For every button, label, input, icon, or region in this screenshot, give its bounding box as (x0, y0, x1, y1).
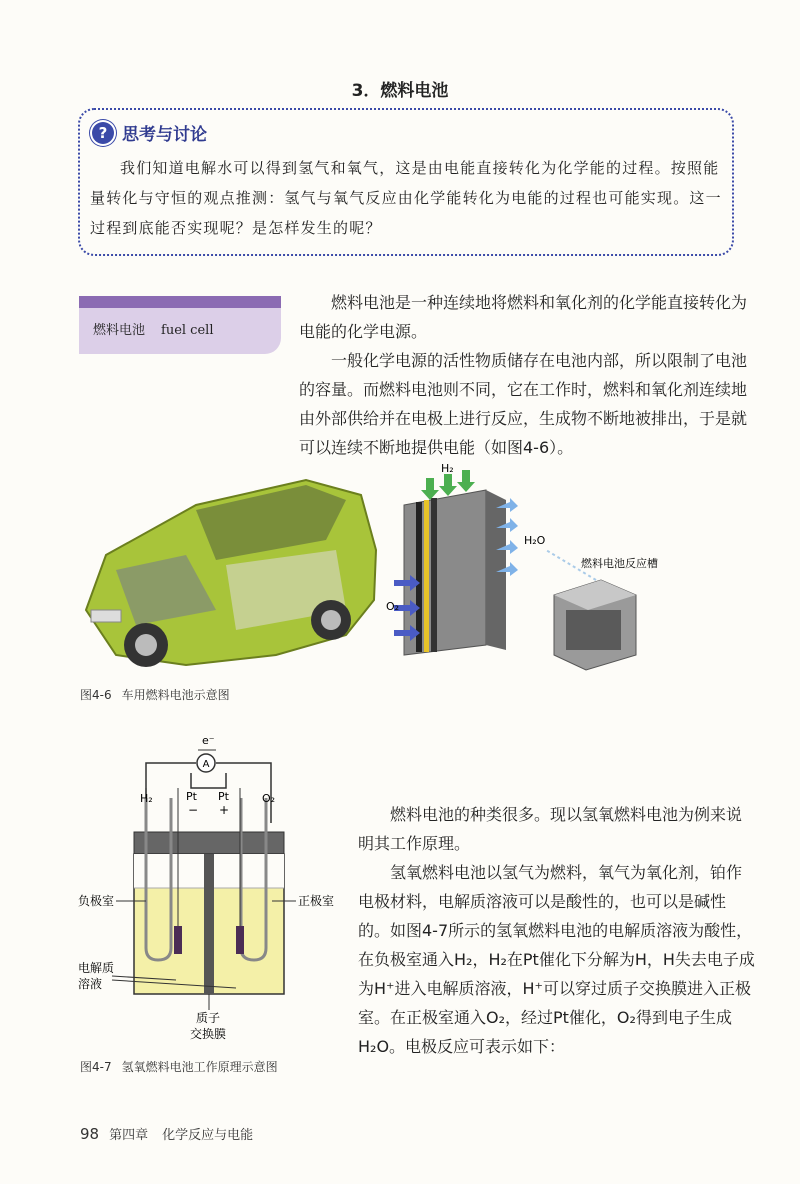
caption-text: 氢氧燃料电池工作原理示意图 (121, 1060, 278, 1074)
sidebar-term-cn: 燃料电池 (93, 323, 146, 338)
label-o2-fig7: O₂ (262, 792, 276, 805)
fuel-cell-car-image (86, 480, 376, 667)
sidebar-term-box (79, 308, 281, 354)
label-h2-fig6: H₂ (441, 462, 454, 475)
section-title: 3．燃料电池 (351, 81, 449, 101)
caption-number: 图4-7 (80, 1060, 112, 1074)
figure-4-6-caption (80, 686, 230, 703)
sidebar-term-bar (79, 296, 281, 308)
ammeter-label: A (202, 759, 210, 770)
figure-4-7-caption (80, 1058, 278, 1075)
pt-electrode-right (236, 926, 244, 954)
think-discuss-title: 思考与讨论 (122, 125, 207, 145)
pt-electrode-left (174, 926, 182, 954)
cell-cover (134, 832, 284, 854)
label-plus: + (219, 803, 230, 817)
principle-paragraphs (358, 800, 756, 1061)
label-positive-chamber: 正极室 (298, 894, 335, 908)
paragraph: 燃料电池的种类很多。现以氢氧燃料电池为例来说明其工作原理。 (358, 805, 743, 853)
label-o2-fig6: O₂ (386, 600, 400, 613)
paragraph: 一般化学电源的活性物质储存在电池内部，所以限制了电池的容量。而燃料电池则不同，它在工作时，燃料和氧化剂连续地由外部供给并在电极上进行反应，生成物不断地被排出，于是就可以连续不断地提供电能（如图4-6）。 (299, 351, 748, 457)
circuit-loop (191, 773, 226, 788)
think-discuss-header (92, 120, 207, 145)
fuel-cell-stack-image (394, 470, 518, 655)
page-number: 98 (80, 1125, 100, 1143)
label-electron: e⁻ (202, 734, 215, 747)
intro-paragraphs (299, 288, 755, 462)
label-electrolyte-2: 溶液 (78, 977, 103, 991)
caption-text: 车用燃料电池示意图 (121, 688, 230, 702)
label-h2o-fig6: H₂O (524, 534, 546, 547)
label-pt-left: Pt (186, 790, 197, 803)
label-reaction-tank: 燃料电池反应槽 (581, 557, 658, 570)
paragraph: 燃料电池是一种连续地将燃料和氧化剂的化学能直接转化为电能的化学电源。 (299, 293, 748, 341)
chapter-number: 第四章 (109, 1128, 149, 1143)
label-membrane-1: 质子 (196, 1011, 221, 1025)
sidebar-term-en: fuel cell (161, 323, 214, 338)
label-membrane-2: 交换膜 (190, 1027, 227, 1041)
figure-4-7-diagram (76, 728, 356, 1048)
caption-number: 图4-6 (80, 688, 112, 702)
label-h2-fig7: H₂ (140, 792, 153, 805)
label-pt-right: Pt (218, 790, 229, 803)
question-icon: ? (92, 122, 114, 144)
label-minus: − (188, 803, 199, 817)
think-discuss-text: 我们知道电解水可以得到氢气和氧气，这是由电能直接转化为化学能的过程。按照能量转化与守恒的观点推测：氢气与氧气反应由化学能转化为电能的过程也可能实现。这一过程到底能否实现呢？是怎样发生的呢？ (90, 159, 722, 237)
page-footer (80, 1124, 253, 1143)
paragraph: 氢氧燃料电池以氢气为燃料，氧气为氧化剂，铂作电极材料，电解质溶液可以是酸性的，也可以是碱性的。如图4-7所示的氢氧燃料电池的电解质溶液为酸性，在负极室通入H₂，H₂在Pt催化下分解为H，H失去电子成为H⁺进入电解质溶液，H⁺可以穿过质子交换膜进入正极室。在正极室通入O₂，经过Pt催化，O₂得到电子生成H₂O。电极反应可表示如下： (358, 863, 755, 1056)
proton-exchange-membrane (204, 854, 214, 994)
label-electrolyte-1: 电解质 (78, 961, 115, 975)
figure-4-6-illustration (76, 460, 696, 680)
chapter-title: 化学反应与电能 (162, 1128, 254, 1143)
label-negative-chamber: 负极室 (78, 894, 115, 908)
